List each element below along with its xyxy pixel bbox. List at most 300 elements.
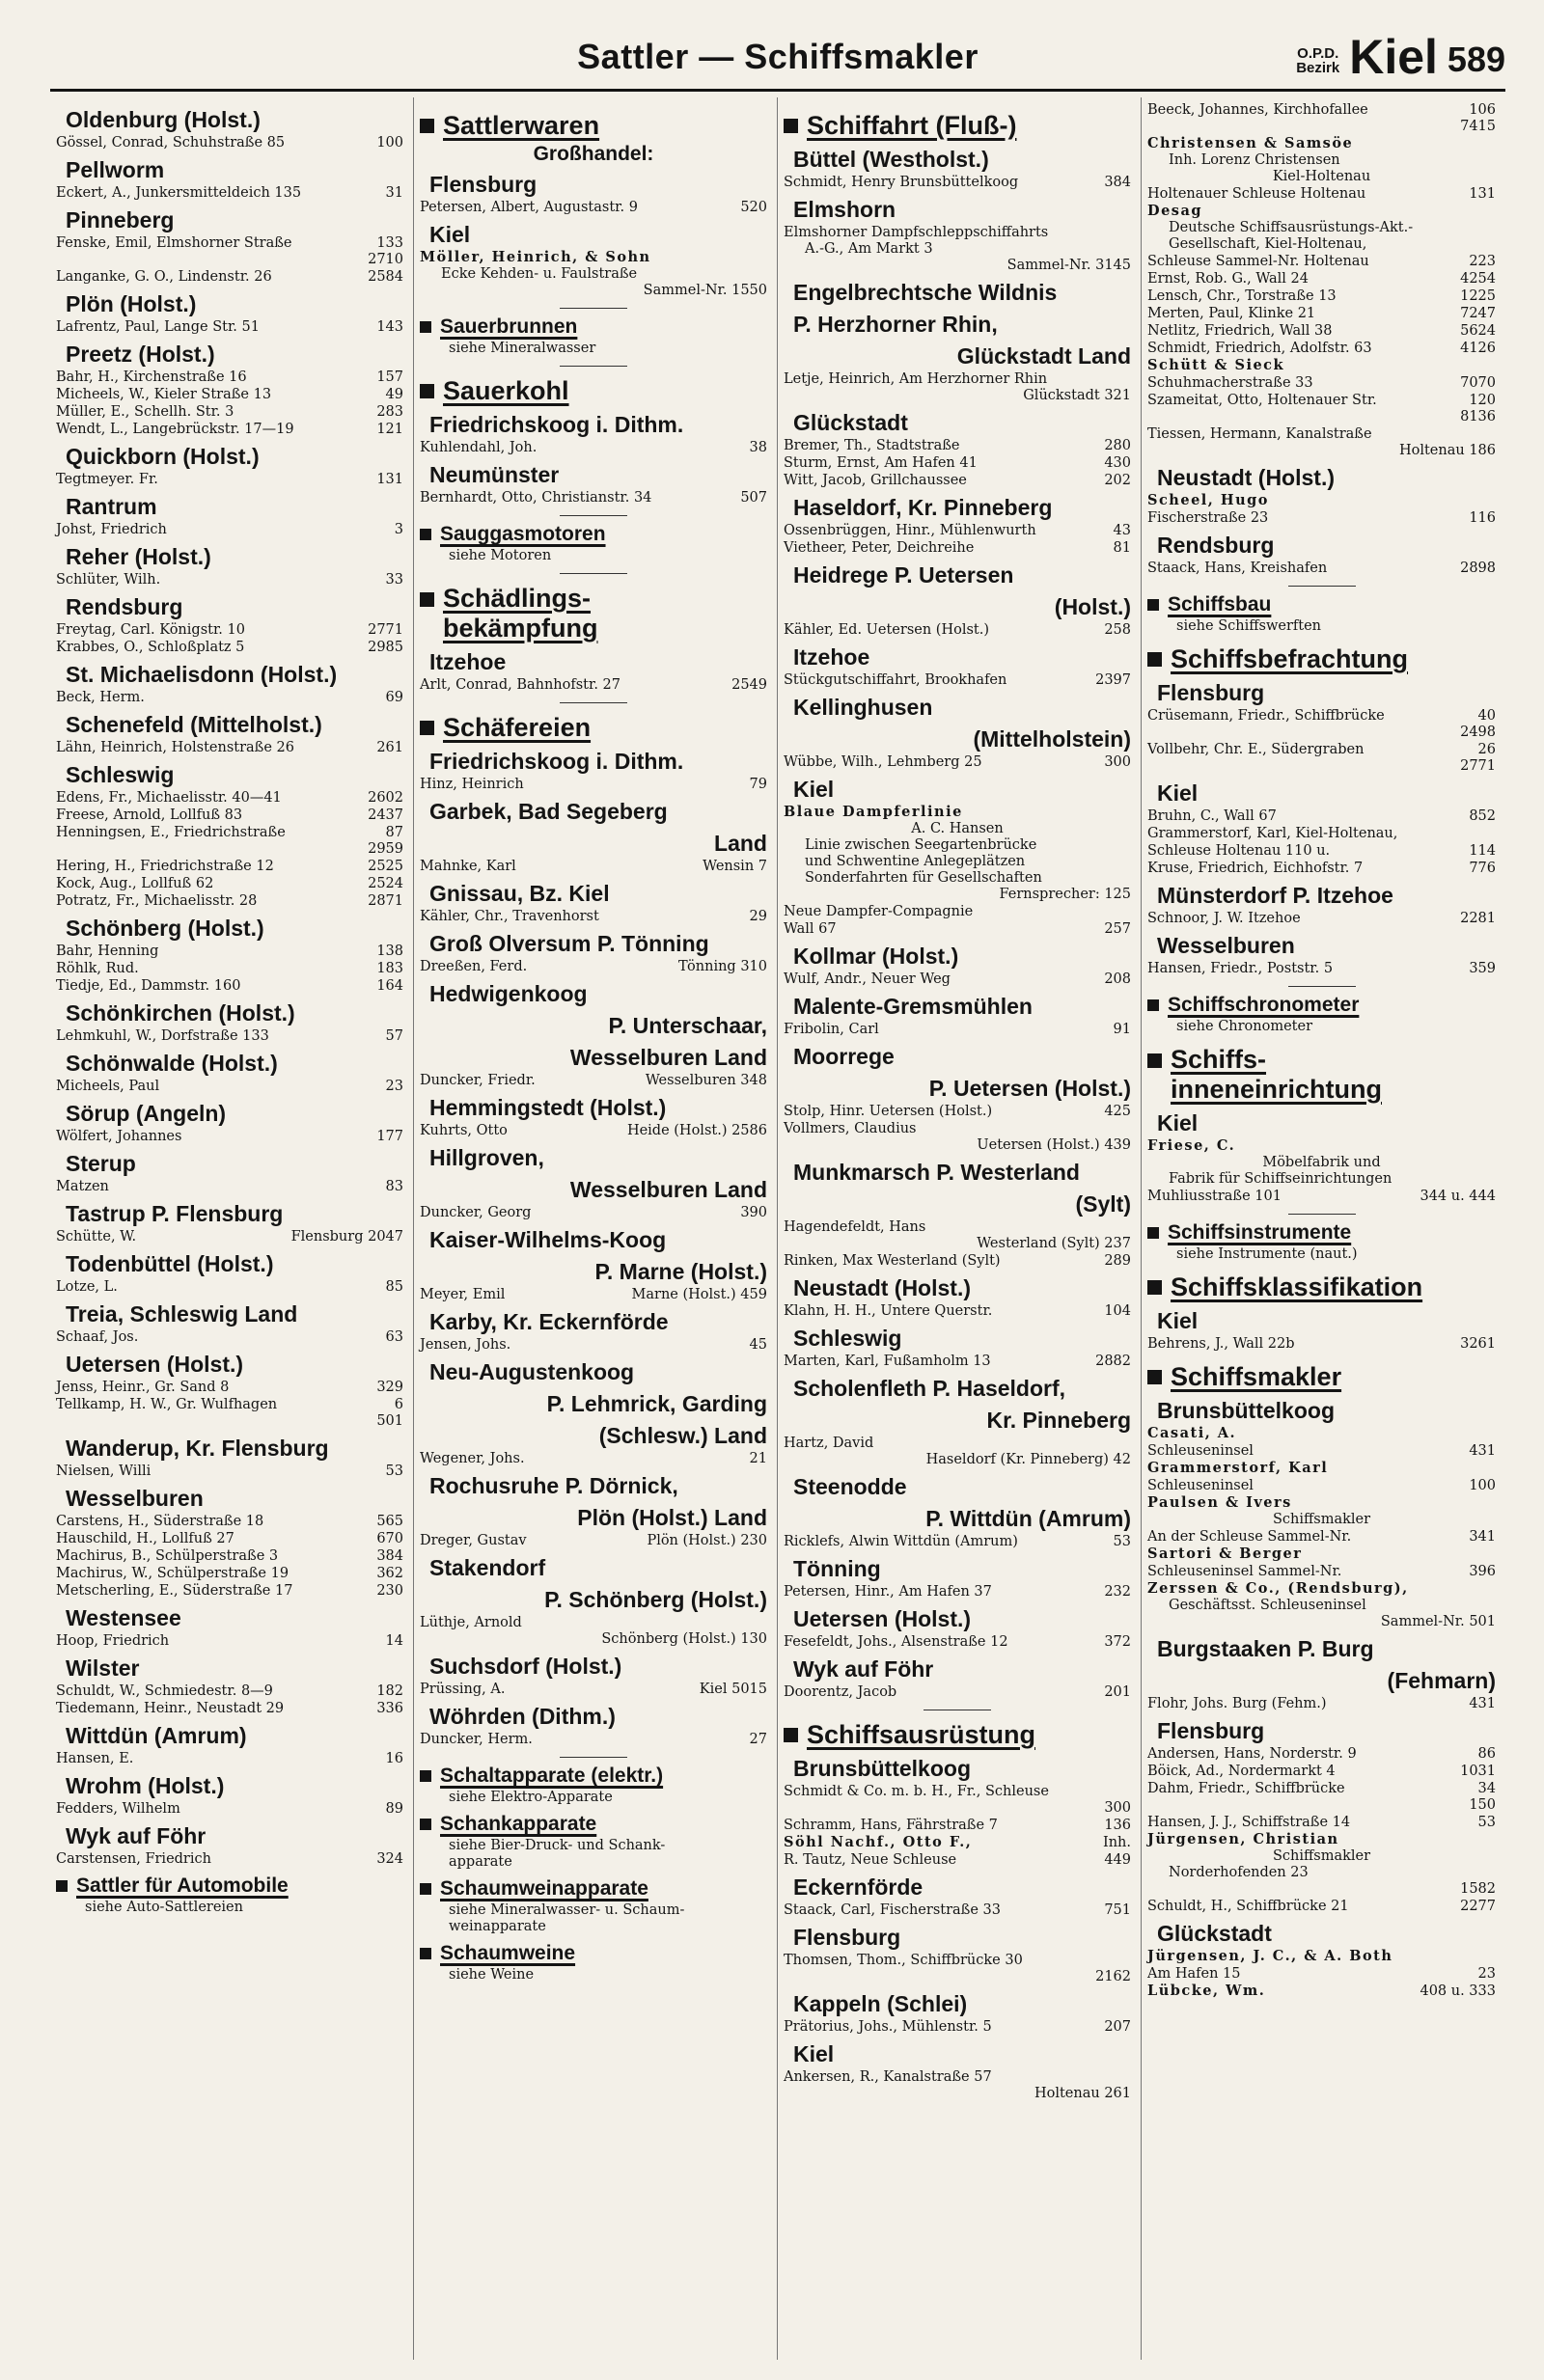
entry-phone: 53	[1477, 1815, 1496, 1830]
entry-phone: 852	[1469, 808, 1496, 824]
place-heading: Kiel	[1157, 1308, 1199, 1333]
entry-name: Thomsen, Thom., Schiffbrücke 30	[784, 1953, 1023, 1968]
entry-number: Sammel-Nr. 3145	[1006, 258, 1131, 273]
firm-entry	[1147, 1460, 1496, 1477]
entry-phone: 53	[1113, 1534, 1131, 1549]
entry-name: Stolp, Hinr. Uetersen (Holst.)	[784, 1104, 993, 1119]
entry-phone: 384	[1104, 175, 1131, 190]
bullet-square-icon	[56, 1880, 68, 1892]
entry	[56, 421, 403, 438]
entry-detail: Norderhofenden 23	[1169, 1865, 1309, 1880]
place-heading: Sörup (Angeln)	[66, 1101, 227, 1126]
entry-phone: Kiel 5015	[699, 1682, 767, 1697]
entry	[56, 1750, 403, 1767]
section-heading	[784, 1720, 1131, 1750]
columns	[50, 97, 1505, 2360]
entry	[784, 539, 1131, 557]
place-heading-cont: (Mittelholstein)	[973, 726, 1131, 752]
entry-name: Bernhardt, Otto, Christianstr. 34	[420, 490, 652, 506]
entry-phone: 329	[376, 1380, 403, 1395]
entry-phone	[1492, 825, 1496, 842]
bullet-square-icon	[420, 1770, 431, 1782]
entry-name: Jensen, Johs.	[420, 1337, 511, 1353]
entry-phone: 136	[1104, 1818, 1131, 1833]
entry-phone: 208	[1104, 971, 1131, 987]
entry-name: Schmidt & Co. m. b. H., Fr., Schleuse	[784, 1784, 1049, 1799]
entry	[784, 472, 1131, 489]
entry-number: Schönberg (Holst.) 130	[601, 1631, 767, 1647]
place-heading: Tönning	[793, 1556, 881, 1581]
entry-name: Schleuseninsel	[1147, 1478, 1254, 1493]
entry	[784, 753, 1131, 771]
entry-phone: 38	[749, 440, 767, 455]
place-heading: Hemmingstedt (Holst.)	[429, 1095, 667, 1120]
entry-name: Hoop, Friedrich	[56, 1633, 170, 1649]
place-heading: Elmshorn	[793, 197, 896, 222]
entry-phone: 449	[1104, 1852, 1131, 1868]
entry	[420, 908, 767, 925]
entry-phone: 31	[385, 185, 403, 201]
entry-name: Ankersen, R., Kanalstraße 57	[784, 2069, 992, 2085]
entry-name: Staack, Hans, Kreishafen	[1147, 561, 1328, 576]
entry-phone: 53	[385, 1464, 403, 1479]
entry-phone: 507	[740, 490, 767, 506]
entry-number: Sammel-Nr. 1550	[643, 283, 767, 298]
entry-name: An der Schleuse Sammel-Nr.	[1147, 1529, 1352, 1545]
cross-reference: siehe Mineralwasser	[449, 341, 596, 356]
section-title: Sauggasmotoren	[440, 523, 606, 545]
entry	[1147, 1763, 1496, 1780]
entry-phone	[1492, 1948, 1496, 1965]
entry-number: Westerland (Sylt) 237	[977, 1236, 1131, 1251]
place-heading: Munkmarsch P. Westerland	[793, 1160, 1080, 1185]
cross-reference: siehe Weine	[449, 1967, 535, 1983]
entry-detail: Deutsche Schiffsausrüstungs-Akt.-	[1169, 220, 1414, 235]
entry-name: Lüthje, Arnold	[420, 1615, 522, 1630]
entry	[1147, 1563, 1496, 1580]
entry	[56, 639, 403, 656]
entry	[56, 689, 403, 706]
entry-phone	[1127, 1435, 1131, 1452]
entry-name: Duncker, Herm.	[420, 1732, 533, 1747]
bullet-square-icon	[420, 321, 431, 333]
entry-name: Blaue Dampferlinie	[784, 804, 963, 820]
entry-name: Fenske, Emil, Elmshorner Straße	[56, 235, 292, 251]
entry	[56, 789, 403, 807]
place-heading-cont: (Holst.)	[1054, 594, 1131, 619]
place-heading: Schönkirchen (Holst.)	[66, 1000, 295, 1026]
bullet-square-icon	[420, 1948, 431, 1959]
entry-name: Kuhrts, Otto	[420, 1123, 508, 1138]
entry-name: Schmidt, Henry Brunsbüttelkoog	[784, 175, 1019, 190]
entry-number: 1582	[1460, 1881, 1496, 1897]
entry	[56, 1565, 403, 1582]
entry-name: Langanke, G. O., Lindenstr. 26	[56, 269, 272, 285]
entry	[784, 224, 1131, 241]
entry-name: Fischerstraße 23	[1147, 510, 1269, 526]
entry-detail: Möbelfabrik und	[1262, 1155, 1381, 1170]
entry	[56, 1530, 403, 1547]
entry	[784, 1120, 1131, 1137]
entry	[1147, 425, 1496, 443]
separator	[560, 366, 627, 367]
page-title: Sattler — Schiffsmakler	[577, 37, 979, 76]
entry-name: Stückgutschiffahrt, Brookhafen	[784, 672, 1007, 688]
entry-phone: Wesselburen 348	[645, 1073, 767, 1088]
entry-name: Potratz, Fr., Michaelisstr. 28	[56, 893, 258, 909]
entry	[1147, 960, 1496, 977]
entry-phone: 106	[1469, 102, 1496, 118]
cross-reference: siehe Chronometer	[1176, 1019, 1313, 1034]
page-header	[50, 29, 1505, 92]
entry	[784, 454, 1131, 472]
entry-phone: 7247	[1460, 306, 1496, 321]
entry-phone: Marne (Holst.) 459	[631, 1287, 767, 1302]
section-title: Schaumweine	[440, 1942, 576, 1964]
cross-reference: siehe Motoren	[449, 548, 552, 563]
entry-name: Holtenauer Schleuse Holtenau	[1147, 186, 1366, 202]
entry	[784, 437, 1131, 454]
entry-phone: 4126	[1460, 341, 1496, 356]
entry	[420, 1072, 767, 1089]
entry	[56, 318, 403, 336]
bullet-square-icon	[420, 1819, 431, 1830]
entry	[56, 1178, 403, 1195]
section-title-line: Schädlings-	[443, 584, 592, 613]
entry-number: 2498	[1460, 725, 1496, 740]
entry-phone: 7070	[1460, 375, 1496, 391]
entry-phone: 133	[376, 235, 403, 251]
entry	[56, 1632, 403, 1650]
place-heading: Preetz (Holst.)	[66, 342, 215, 367]
entry-name: R. Tautz, Neue Schleuse	[784, 1852, 957, 1868]
entry-phone: 2397	[1095, 672, 1131, 688]
entry-phone: 300	[1104, 754, 1131, 770]
entry-name: Klahn, H. H., Untere Querstr.	[784, 1303, 993, 1319]
entry-phone: 232	[1104, 1584, 1131, 1600]
place-heading: Engelbrechtsche Wildnis	[793, 280, 1058, 305]
entry	[56, 471, 403, 488]
entry-phone: 2549	[731, 677, 767, 693]
entry	[1147, 910, 1496, 927]
entry	[420, 1336, 767, 1354]
place-heading: Rendsburg	[1157, 533, 1275, 558]
entry-name: Fribolin, Carl	[784, 1022, 879, 1037]
place-heading: Treia, Schleswig Land	[66, 1301, 298, 1327]
entry-phone	[1492, 203, 1496, 220]
entry-phone: 362	[376, 1566, 403, 1581]
entry-name: Letje, Heinrich, Am Herzhorner Rhin	[784, 371, 1048, 387]
entry-phone: 201	[1104, 1684, 1131, 1700]
entry-phone	[763, 1614, 767, 1631]
separator	[1288, 586, 1356, 587]
entry-phone: 83	[385, 1179, 403, 1194]
entry-phone: 85	[385, 1279, 403, 1295]
bullet-square-icon	[1147, 1280, 1162, 1295]
district-city: Kiel	[1349, 30, 1438, 84]
entry-name: Duncker, Georg	[420, 1205, 532, 1220]
entry-phone: 100	[376, 135, 403, 150]
cross-reference: siehe Mineralwasser- u. Schaum-	[449, 1902, 685, 1918]
place-heading-cont: Wesselburen Land	[569, 1045, 767, 1070]
entry-name: Schaaf, Jos.	[56, 1329, 139, 1345]
entry-phone: 23	[385, 1079, 403, 1094]
entry-name: Staack, Carl, Fischerstraße 33	[784, 1902, 1001, 1918]
entry-number: 8136	[1460, 409, 1496, 424]
entry-phone	[1127, 903, 1131, 920]
entry-name: Hagendefeldt, Hans	[784, 1219, 926, 1235]
entry	[784, 370, 1131, 388]
entry-phone: 138	[376, 944, 403, 959]
entry-phone: 23	[1477, 1966, 1496, 1982]
entry-phone	[1492, 1494, 1496, 1512]
entry	[420, 1286, 767, 1303]
entry-name: Kuhlendahl, Joh.	[420, 440, 538, 455]
cross-reference: siehe Auto-Sattlereien	[85, 1900, 243, 1915]
entry-number: Uetersen (Holst.) 439	[977, 1137, 1131, 1153]
section-title: Schankapparate	[440, 1813, 597, 1835]
entry	[56, 807, 403, 824]
entry	[420, 1731, 767, 1748]
entry	[56, 960, 403, 977]
entry-phone: 1031	[1460, 1764, 1496, 1779]
section-heading	[1147, 644, 1496, 674]
entry-phone: 565	[376, 1514, 403, 1529]
section-title: Schiffahrt (Fluß-)	[807, 111, 1017, 140]
separator	[560, 515, 627, 516]
entry	[420, 439, 767, 456]
entry-phone: 89	[385, 1801, 403, 1817]
entry	[784, 1435, 1131, 1452]
entry-name: Lübcke, Wm.	[1147, 1983, 1266, 1999]
entry-phone: 261	[376, 740, 403, 755]
entry	[784, 1218, 1131, 1236]
place-heading: Wyk auf Föhr	[793, 1656, 934, 1682]
entry-phone: 5624	[1460, 323, 1496, 339]
entry-name: Neue Dampfer-Compagnie	[784, 904, 974, 919]
entry-name: Matzen	[56, 1179, 109, 1194]
entry-name: Lähn, Heinrich, Holstenstraße 26	[56, 740, 294, 755]
entry-name: Tiedemann, Heinr., Neustadt 29	[56, 1701, 285, 1716]
entry-phone: 430	[1104, 455, 1131, 471]
entry-name: Metscherling, E., Süderstraße 17	[56, 1583, 293, 1599]
place-heading: Kiel	[793, 777, 835, 802]
bullet-square-icon	[1147, 652, 1162, 667]
entry-name: Mahnke, Karl	[420, 859, 516, 874]
entry-name: Gössel, Conrad, Schuhstraße 85	[56, 135, 286, 150]
entry	[1147, 842, 1496, 860]
entry-name: Lensch, Chr., Torstraße 13	[1147, 288, 1337, 304]
entry	[420, 1614, 767, 1631]
entry-phone: 425	[1104, 1104, 1131, 1119]
bullet-square-icon	[1147, 1370, 1162, 1384]
entry-name: Böick, Ad., Nordermarkt 4	[1147, 1764, 1336, 1779]
entry	[1147, 1965, 1496, 1983]
entry-name: Doorentz, Jacob	[784, 1684, 897, 1700]
place-heading: Schönwalde (Holst.)	[66, 1051, 278, 1076]
entry	[56, 824, 403, 841]
section-heading	[420, 315, 767, 340]
section-title: Schiffsbefrachtung	[1171, 644, 1409, 673]
entry	[784, 1302, 1131, 1320]
entry-phone	[1127, 224, 1131, 241]
place-heading: Flensburg	[429, 172, 538, 197]
entry	[1147, 392, 1496, 409]
place-heading: Tastrup P. Flensburg	[66, 1201, 284, 1226]
place-heading: Münsterdorf P. Itzehoe	[1157, 883, 1393, 908]
place-heading: Brunsbüttelkoog	[1157, 1398, 1335, 1423]
place-heading: Steenodde	[793, 1474, 907, 1499]
place-heading: Reher (Holst.)	[66, 544, 211, 569]
entry	[784, 671, 1131, 689]
entry	[56, 1682, 403, 1700]
place-heading-cont: Land	[714, 831, 767, 856]
entry-name: Christensen & Samsöe	[1147, 135, 1354, 151]
entry-number: 300	[1104, 1800, 1131, 1816]
entry-detail: Gesellschaft, Kiel-Holtenau,	[1169, 236, 1367, 252]
entry-name: Paulsen & Ivers	[1147, 1494, 1292, 1511]
entry	[1147, 287, 1496, 305]
entry-name: Carstens, H., Süderstraße 18	[56, 1514, 264, 1529]
section-heading	[420, 376, 767, 406]
place-heading: Kiel	[1157, 780, 1199, 806]
entry-phone: 177	[376, 1129, 403, 1144]
entry	[420, 199, 767, 216]
entry	[1147, 560, 1496, 577]
entry	[56, 1396, 403, 1413]
entry-name: Dahm, Friedr., Schiffbrücke	[1147, 1781, 1345, 1796]
entry-name: Beck, Herm.	[56, 690, 145, 705]
entry-name: Freytag, Carl. Königstr. 10	[56, 622, 245, 638]
entry-phone: 3	[394, 522, 403, 537]
entry-phone: 49	[385, 387, 403, 402]
cross-reference: siehe Elektro-Apparate	[449, 1790, 613, 1805]
entry-name: Bruhn, C., Wall 67	[1147, 808, 1277, 824]
place-heading: Wilster	[66, 1655, 140, 1681]
entry-phone	[1492, 1137, 1496, 1155]
entry	[1147, 374, 1496, 392]
bullet-square-icon	[420, 1883, 431, 1895]
entry-phone: 34	[1477, 1781, 1496, 1796]
place-heading-cont: Glückstadt Land	[956, 343, 1131, 369]
entry	[56, 1463, 403, 1480]
entry-name: Wölfert, Johannes	[56, 1129, 182, 1144]
bullet-square-icon	[420, 119, 434, 133]
place-heading-cont: P. Schönberg (Holst.)	[544, 1587, 767, 1612]
entry-name: Prüssing, A.	[420, 1682, 506, 1697]
place-heading-cont: P. Marne (Holst.)	[594, 1259, 767, 1284]
entry-phone: 2985	[368, 640, 403, 655]
entry-phone: 183	[376, 961, 403, 976]
entry-phone	[1127, 2068, 1131, 2086]
entry-detail: Schiffsmakler	[1272, 1512, 1371, 1527]
entry-phone: 91	[1113, 1022, 1131, 1037]
entry-phone	[1127, 1952, 1131, 1969]
place-heading: Friedrichskoog i. Dithm.	[429, 749, 684, 774]
entry	[1147, 270, 1496, 287]
entry-name: Witt, Jacob, Grillchaussee	[784, 473, 967, 488]
entry-name: Kruse, Friedrich, Eichhofstr. 7	[1147, 861, 1364, 876]
entry-name: Sturm, Ernst, Am Hafen 41	[784, 455, 978, 471]
entry-name: Dreger, Gustav	[420, 1533, 527, 1548]
place-heading: Kellinghusen	[793, 695, 933, 720]
place-heading: Rochusruhe P. Dörnick,	[429, 1473, 678, 1498]
entry	[784, 1683, 1131, 1701]
entry-name: Lotze, L.	[56, 1279, 118, 1295]
entry	[1147, 741, 1496, 758]
firm-entry	[420, 249, 767, 266]
entry	[56, 1850, 403, 1868]
entry-phone: 40	[1477, 708, 1496, 724]
entry-name: Vietheer, Peter, Deichreihe	[784, 540, 975, 556]
entry-phone: 2524	[368, 876, 403, 891]
entry-name: Krabbes, O., Schloßplatz 5	[56, 640, 245, 655]
entry-number: 501	[376, 1413, 403, 1429]
section-title-line: Schiffs-	[1171, 1045, 1267, 1074]
entry-phone: 2602	[368, 790, 403, 806]
entry-name: Freese, Arnold, Lollfuß 83	[56, 807, 243, 823]
section-heading	[1147, 1272, 1496, 1302]
entry	[784, 2068, 1131, 2086]
place-heading: Wöhrden (Dithm.)	[429, 1704, 616, 1729]
entry-name: Wübbe, Wilh., Lehmberg 25	[784, 754, 982, 770]
entry-phone: 131	[376, 472, 403, 487]
entry-phone: 336	[376, 1701, 403, 1716]
separator	[560, 702, 627, 703]
place-heading: Kollmar (Holst.)	[793, 944, 959, 969]
entry-phone: 344 u. 444	[1420, 1189, 1496, 1204]
entry	[1147, 1780, 1496, 1797]
entry-name: Schütte, W.	[56, 1229, 137, 1245]
entry	[1147, 509, 1496, 527]
entry-name: Petersen, Hinr., Am Hafen 37	[784, 1584, 992, 1600]
entry	[56, 234, 403, 252]
entry-name: Flohr, Johs. Burg (Fehm.)	[1147, 1696, 1327, 1711]
place-heading: Wesselburen	[1157, 933, 1295, 958]
entry	[784, 1252, 1131, 1270]
place-heading: Kappeln (Schlei)	[793, 1991, 968, 2016]
entry	[420, 776, 767, 793]
place-heading: Stakendorf	[429, 1555, 546, 1580]
entry-phone: 3261	[1460, 1336, 1496, 1352]
entry	[56, 1700, 403, 1717]
column-3	[778, 97, 1142, 2360]
entry-name: Lafrentz, Paul, Lange Str. 51	[56, 319, 260, 335]
firm-entry	[1147, 203, 1496, 220]
entry-name: Crüsemann, Friedr., Schiffbrücke	[1147, 708, 1385, 724]
place-heading-cont: P. Uetersen (Holst.)	[928, 1076, 1131, 1101]
entry-phone: 6	[394, 1397, 403, 1412]
place-heading: Glückstadt	[1157, 1921, 1272, 1946]
entry	[56, 1379, 403, 1396]
place-heading: Flensburg	[1157, 680, 1265, 705]
district-line-1: O.P.D.	[1297, 45, 1339, 62]
entry	[420, 1450, 767, 1467]
section-title: Schiffschronometer	[1168, 994, 1360, 1016]
section-heading	[420, 522, 767, 547]
place-heading: Westensee	[66, 1605, 181, 1630]
place-heading: Kiel	[429, 222, 471, 247]
entry-name: Casati, A.	[1147, 1425, 1237, 1441]
entry-name: Scheel, Hugo	[1147, 492, 1269, 508]
entry	[56, 739, 403, 756]
place-heading-cont: P. Unterschaar,	[608, 1013, 767, 1038]
entry-phone: 258	[1104, 622, 1131, 638]
entry-name: Tellkamp, H. W., Gr. Wulfhagen	[56, 1397, 278, 1412]
section-title-line: bekämpfung	[443, 614, 598, 643]
place-heading: P. Herzhorner Rhin,	[793, 312, 998, 337]
entry-phone: 2882	[1095, 1354, 1131, 1369]
